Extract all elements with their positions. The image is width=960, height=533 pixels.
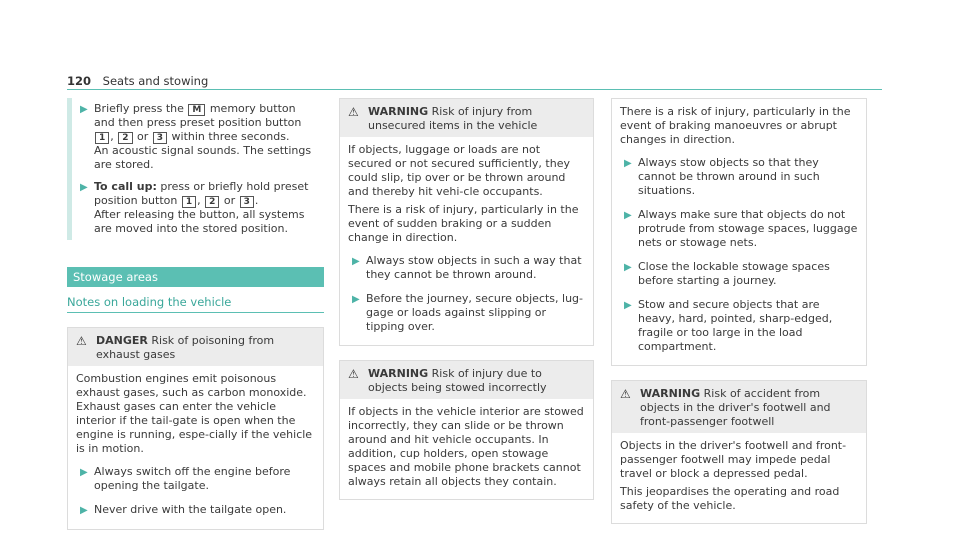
warning-text: There is a risk of injury, particularly in the event of sudden braking or a sudden change in direction. bbox=[348, 203, 579, 244]
key-2: 2 bbox=[205, 196, 219, 208]
play-arrow-icon: ▶ bbox=[80, 467, 88, 478]
step-item: ▶ Always stow objects so that they cannot be thrown around in such situations. bbox=[624, 156, 820, 197]
memory-steps bbox=[67, 98, 324, 240]
section-name: Seats and stowing bbox=[102, 74, 209, 88]
warning-box-footwell bbox=[611, 380, 867, 524]
header-rule bbox=[67, 89, 882, 90]
key-m: M bbox=[188, 104, 205, 116]
warning-header: ⚠ WARNING Risk of injury from unsecured items in the vehicle bbox=[340, 99, 593, 137]
step-item: ▶ Always switch off the engine before opening the tailgate. bbox=[80, 465, 291, 492]
warning-text: Objects in the driver's footwell and front-passenger footwell may impede pedal travel or block a depressed pedal. bbox=[620, 439, 847, 480]
key-3: 3 bbox=[153, 132, 167, 144]
play-arrow-icon: ▶ bbox=[80, 104, 88, 115]
step-item bbox=[72, 98, 324, 176]
step-item: ▶ Before the journey, secure objects, lug-gage or loads against slipping or tipping over. bbox=[352, 292, 584, 333]
page-number: 120 bbox=[67, 74, 92, 88]
danger-header: ⚠ DANGER Risk of poisoning from exhaust gases bbox=[68, 328, 323, 366]
step-text: Briefly press the M memory button and then press preset position button 1 , 2 or 3 within three seconds. An acoustic signal sounds. The settings are stored. bbox=[94, 102, 312, 171]
warning-header: ⚠ WARNING Risk of accident from objects in the driver's footwell and front-passenger footwell bbox=[612, 381, 866, 433]
danger-body: Combustion engines emit poisonous exhaust gases, such as carbon monoxide. Exhaust gases can enter the vehicle interior if the tail-gate is open when the engine is running, espe-cially if the vehicle is in motion. bbox=[76, 372, 313, 455]
play-arrow-icon: ▶ bbox=[624, 262, 632, 273]
play-arrow-icon: ▶ bbox=[624, 158, 632, 169]
danger-box bbox=[67, 327, 324, 530]
warning-triangle-icon: ⚠ bbox=[348, 367, 359, 381]
section-title: Stowage areas bbox=[67, 267, 324, 287]
step-item: ▶ Never drive with the tailgate open. bbox=[80, 503, 287, 516]
page-header bbox=[67, 74, 208, 88]
subheading: Notes on loading the vehicle bbox=[67, 295, 324, 313]
key-1: 1 bbox=[182, 196, 196, 208]
play-arrow-icon: ▶ bbox=[80, 505, 88, 516]
warning-text: There is a risk of injury, particularly in the event of braking manoeuvres or abrupt changes in direction. bbox=[620, 105, 851, 146]
step-item: ▶ Always make sure that objects do not protrude from stowage spaces, luggage nets or stowage nets. bbox=[624, 208, 858, 249]
warning-text: This jeopardises the operating and road safety of the vehicle. bbox=[620, 485, 840, 512]
column-1 bbox=[67, 98, 324, 530]
play-arrow-icon: ▶ bbox=[80, 182, 88, 193]
warning-box-incorrect bbox=[339, 360, 594, 500]
key-1: 1 bbox=[95, 132, 109, 144]
column-3 bbox=[611, 98, 867, 524]
play-arrow-icon: ▶ bbox=[624, 300, 632, 311]
play-arrow-icon: ▶ bbox=[624, 210, 632, 221]
key-2: 2 bbox=[118, 132, 132, 144]
warning-triangle-icon: ⚠ bbox=[348, 105, 359, 119]
warning-box-unsecured bbox=[339, 98, 594, 346]
warning-header: ⚠ WARNING Risk of injury due to objects being stowed incorrectly bbox=[340, 361, 593, 399]
warning-triangle-icon: ⚠ bbox=[76, 334, 87, 348]
step-item: ▶ Close the lockable stowage spaces before starting a journey. bbox=[624, 260, 830, 287]
step-text: To call up: press or briefly hold preset position button 1 , 2 or 3 . After releasing the button, all systems are moved into the stored position. bbox=[94, 180, 309, 235]
warning-text: If objects in the vehicle interior are stowed incorrectly, they can slide or be thrown around and hit vehicle occupants. In addition, cup holders, open stowage spaces and mobile phone brackets cannot always retain all objects they contain. bbox=[348, 405, 584, 488]
warning-text: If objects, luggage or loads are not secured or not secured sufficiently, they could slip, tip over or be thrown around and thereby hit vehi-cle occupants. bbox=[348, 143, 570, 198]
step-item: ▶ Stow and secure objects that are heavy, hard, pointed, sharp-edged, fragile or too large in the load compartment. bbox=[624, 298, 833, 353]
warning-triangle-icon: ⚠ bbox=[620, 387, 631, 401]
step-item: ▶ Always stow objects in such a way that they cannot be thrown around. bbox=[352, 254, 582, 281]
step-item bbox=[72, 176, 324, 240]
key-3: 3 bbox=[240, 196, 254, 208]
play-arrow-icon: ▶ bbox=[352, 256, 360, 267]
warning-continuation-box bbox=[611, 98, 867, 366]
column-2 bbox=[339, 98, 594, 500]
play-arrow-icon: ▶ bbox=[352, 294, 360, 305]
